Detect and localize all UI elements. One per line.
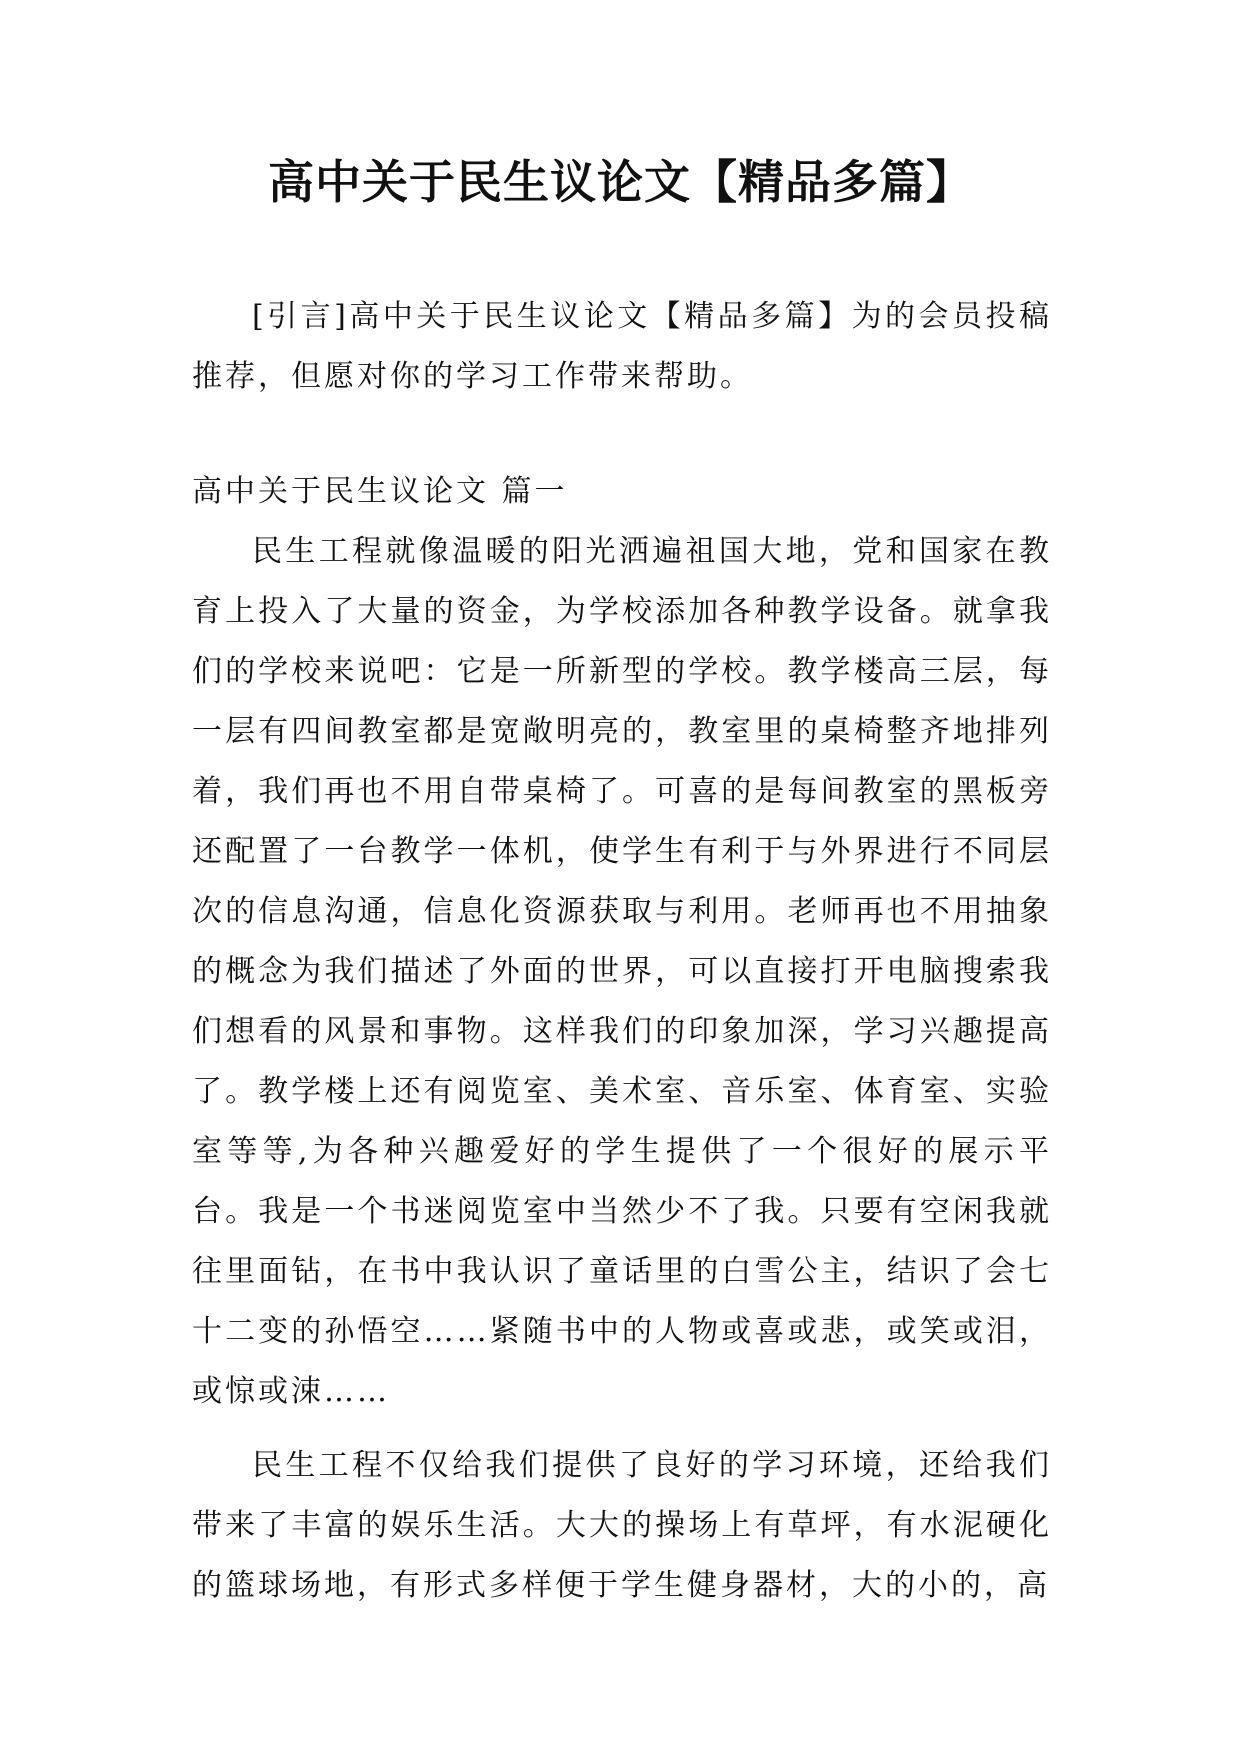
document-title: 高中关于民生议论文【精品多篇】 (268, 155, 973, 209)
intro-paragraph: [引言]高中关于民生议论文【精品多篇】为的会员投稿推荐，但愿对你的学习工作带来帮助。 (192, 299, 1052, 394)
intro-block (192, 287, 1052, 407)
body-paragraph-2: 民生工程不仅给我们提供了良好的学习环境，还给我们带来了丰富的娱乐生活。大大的操场上有草坪，有水泥硬化的篮球场地，有形式多样便于学生健身器材，大的小的，高 (192, 1448, 1052, 1603)
section-heading: 高中关于民生议论文 篇一 (192, 474, 568, 509)
body-paragraph-1: 民生工程就像温暖的阳光洒遍祖国大地，党和国家在教育上投入了大量的资金，为学校添加各种教学设备。就拿我们的学校来说吧：它是一所新型的学校。教学楼高三层，每一层有四间教室都是宽敞明亮的，教室里的桌椅整齐地排列着，我们再也不用自带桌椅了。可喜的是每间教室的黑板旁还配置了一台教学一体机，使学生有利于与外界进行不同层次的信息沟通，信息化资源获取与利用。老师再也不用抽象的概念为我们描述了外面的世界，可以直接打开电脑搜索我们想看的风景和事物。这样我们的印象加深，学习兴趣提高了。教学楼上还有阅览室、美术室、音乐室、体育室、实验室等等,为各种兴趣爱好的学生提供了一个很好的展示平台。我是一个书迷阅览室中当然少不了我。只要有空闲我就往里面钻，在书中我认识了童话里的白雪公主，结识了会七十二变的孙悟空……紧随书中的人物或喜或悲，或笑或泪，或惊或涑…… (192, 534, 1052, 1409)
section-1 (192, 462, 1052, 1630)
